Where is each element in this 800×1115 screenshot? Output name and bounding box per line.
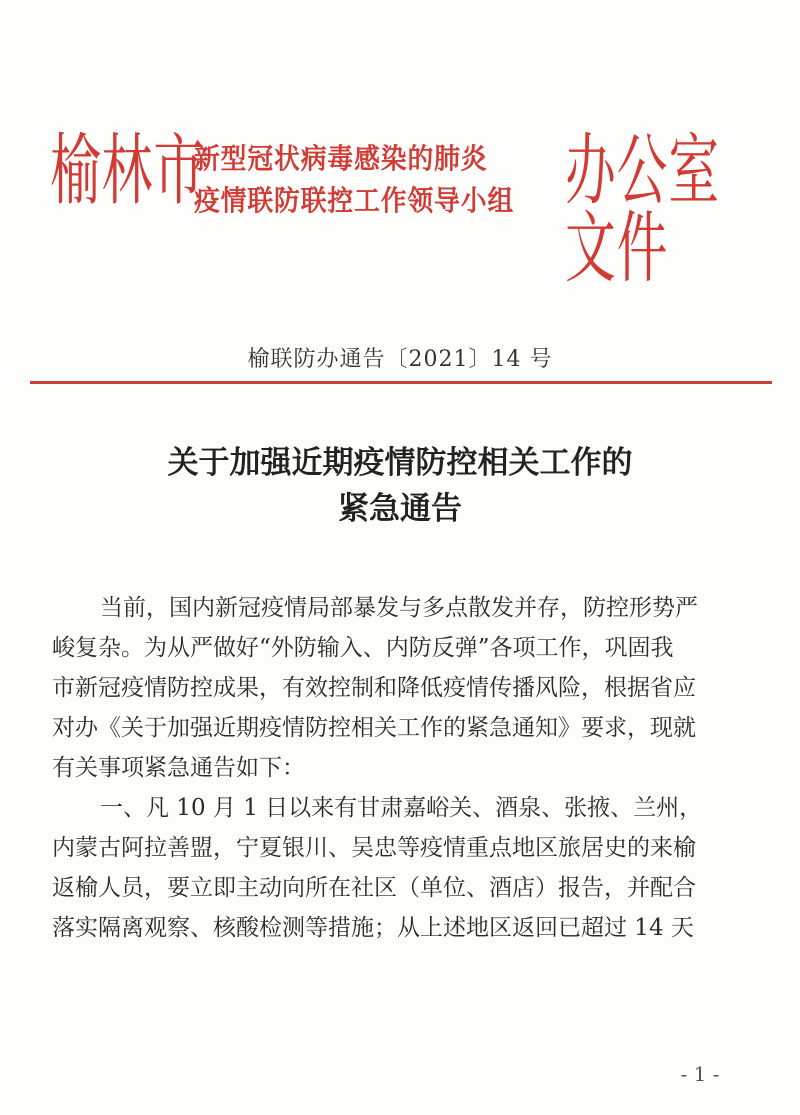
title-line-1: 关于加强近期疫情防控相关工作的 bbox=[167, 445, 633, 481]
body-line: 对办《关于加强近期疫情防控相关工作的紧急通知》要求，现就 bbox=[52, 715, 696, 741]
body-line: 内蒙古阿拉善盟，宁夏银川、吴忠等疫情重点地区旅居史的来榆 bbox=[52, 835, 696, 861]
body-line: 落实隔离观察、核酸检测等措施；从上述地区返回已超过 14 天 bbox=[52, 915, 694, 941]
body-line: 返榆人员，要立即主动向所在社区（单位、酒店）报告，并配合 bbox=[52, 875, 696, 901]
document-red-header bbox=[0, 124, 800, 294]
body-line: 一、凡 10 月 1 日以来有甘肃嘉峪关、酒泉、张掖、兰州， bbox=[100, 795, 703, 821]
header-city-name: 榆林市 bbox=[50, 124, 205, 216]
body-line: 当前，国内新冠疫情局部暴发与多点散发并存，防控形势严 bbox=[100, 595, 698, 621]
header-group-line-2: 疫情联防联控工作领导小组 bbox=[194, 184, 515, 217]
body-line: 有关事项紧急通告如下： bbox=[52, 755, 305, 781]
page-number: - 1 - bbox=[680, 1062, 720, 1086]
body-line: 峻复杂。为从严做好“外防输入、内防反弹”各项工作，巩固我 bbox=[52, 635, 674, 661]
header-office-document: 办公室文件 bbox=[565, 124, 720, 294]
header-issuing-group bbox=[194, 138, 556, 222]
title-line-2: 紧急通告 bbox=[338, 491, 462, 527]
document-title bbox=[0, 440, 800, 532]
body-line: 市新冠疫情防控成果，有效控制和降低疫情传播风险，根据省应 bbox=[52, 675, 696, 701]
document-number: 榆联防办通告〔2021〕14 号 bbox=[247, 347, 553, 372]
document-body bbox=[52, 588, 762, 948]
red-divider-rule bbox=[30, 381, 772, 384]
header-group-line-1: 新型冠状病毒感染的肺炎 bbox=[194, 142, 488, 175]
